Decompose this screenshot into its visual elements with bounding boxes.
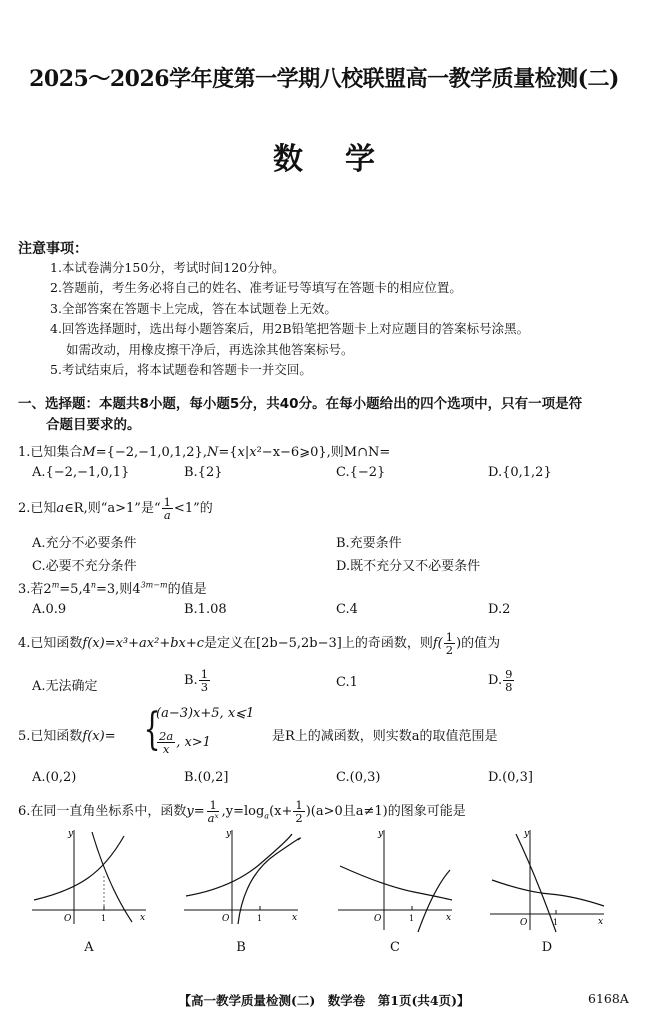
graph-d [486, 826, 608, 936]
q6-text: y= [186, 804, 205, 819]
q6-text: ,y=log [221, 804, 265, 819]
q5-piece-2 [156, 730, 211, 755]
y-label: y [68, 829, 74, 839]
q5-option-d: D.(0,3] [488, 770, 533, 785]
one-label: 1 [409, 914, 415, 923]
section-line: 合题目要求的。 [46, 417, 141, 433]
frac-den: 3 [200, 680, 209, 694]
q3-text: =5, [59, 582, 83, 597]
q2-text: ”的 [193, 501, 213, 516]
y-label: y [524, 829, 530, 839]
exam-title: 2025～2026学年度第一学期八校联盟高一教学质量检测(二) [29, 66, 619, 92]
origin-label: O [374, 914, 382, 924]
graph-label-d: D [541, 940, 553, 955]
question-3 [18, 578, 207, 597]
graph-label-a: A [84, 940, 94, 955]
origin-label: O [520, 918, 528, 928]
notice-item: 3.全部答案在答题卡上完成，答在本试题卷上无效。 [50, 300, 337, 316]
graph-c [334, 826, 456, 936]
q2-option-a: A.充分不必要条件 [32, 536, 137, 551]
q5-option-b: B.(0,2] [184, 770, 229, 785]
q2-text: ∈R,则“ [64, 501, 108, 516]
q5-brace: { [143, 704, 161, 755]
question-5-lead [18, 725, 116, 744]
curve-exp [492, 880, 604, 906]
frac-den: 2 [445, 643, 454, 657]
y-label: y [226, 829, 232, 839]
q1-var: N [206, 445, 219, 460]
question-5-tail: 是R上的减函数，则实数a的取值范围是 [272, 729, 498, 744]
one-label: 1 [553, 918, 559, 927]
curve-exp [340, 866, 452, 900]
y-label: y [378, 829, 384, 839]
q3-option-a: A.0.9 [32, 602, 67, 617]
section-heading [18, 394, 582, 436]
frac-num: 1 [209, 798, 217, 812]
q4-text: f( [432, 636, 443, 651]
q2-text: ”是“ [134, 501, 161, 516]
graph-a [28, 826, 150, 926]
q5-piece-1 [156, 706, 254, 721]
frac-den: x [162, 742, 170, 756]
q1-option-c: C.{−2} [336, 465, 386, 480]
q3-text: 2 [43, 582, 52, 597]
q5-option-c: C.(0,3) [336, 770, 381, 785]
x-label: x [598, 917, 604, 927]
subject-title: 数学 [273, 142, 417, 177]
q4-fraction [444, 631, 455, 656]
frac-num: 1 [445, 630, 454, 644]
q1-var: M [82, 445, 96, 460]
graph-b [180, 826, 302, 926]
x-label: x [446, 913, 452, 923]
q2-text: a>1 [107, 501, 135, 516]
frac-num: 1 [163, 495, 171, 509]
q2-fraction [162, 496, 173, 521]
q2-option-b: B.充要条件 [336, 536, 402, 551]
curve-log [238, 838, 300, 924]
q6-base: a [264, 811, 270, 821]
one-label: 1 [101, 914, 107, 923]
question-2 [18, 496, 213, 521]
frac-num: 2a [159, 729, 174, 743]
notice-item: 如需改动，用橡皮擦干净后，再选涂其他答案标号。 [66, 341, 354, 357]
frac-num: 1 [295, 798, 303, 812]
q1-option-d: D.{0,1,2} [488, 465, 552, 480]
q2-text: <1 [173, 501, 194, 516]
q2-option-c: C.必要不充分条件 [32, 559, 137, 574]
question-6 [18, 799, 466, 824]
frac-den: a [163, 508, 171, 522]
origin-label: O [64, 914, 72, 924]
q1-option-a: A.{−2,−1,0,1} [32, 465, 130, 480]
q3-text: 的值是 [167, 582, 207, 597]
q4-text: 4.已知函数 [18, 636, 83, 651]
q5-text: 5.已知函数 [18, 729, 83, 744]
x-label: x [292, 913, 298, 923]
q4-text: )的值为 [456, 636, 501, 651]
section-line: 一、选择题：本题共8小题，每小题5分，共40分。在每小题给出的四个选项中，只有一项是符 [18, 396, 583, 412]
q6-text: )(a>0且a≠1)的图象可能是 [305, 804, 466, 819]
notice-item: 2.答题前，考生务必将自己的姓名、准考证号等填写在答题卡的相应位置。 [50, 280, 462, 296]
q4-text: 是定义在[2b−5,2b−3]上的奇函数，则 [204, 636, 433, 651]
q1-text: 1.已知集合 [18, 445, 83, 460]
q6-text: (x+ [269, 804, 293, 819]
q4-option-c: C.1 [336, 675, 358, 690]
q3-option-c: C.4 [336, 602, 358, 617]
q5-func: f(x)= [82, 729, 116, 744]
frac-den: aˣ [207, 811, 219, 825]
frac-num: 1 [200, 667, 209, 681]
opt-label: D. [488, 673, 503, 688]
q1-text: ={−2,−1,0,1,2}, [95, 445, 207, 460]
q6-text: 6.在同一直角坐标系中，函数 [18, 804, 187, 819]
frac-num: 9 [505, 667, 513, 681]
curve-exp [186, 834, 292, 896]
q4-option-b [184, 668, 211, 693]
q4-func: f(x)=x³+ax²+bx+c [82, 636, 205, 651]
notice-item: 5.考试结束后，将本试题卷和答题卡一并交回。 [50, 362, 312, 378]
q1-text: | [244, 445, 250, 460]
q1-var: x [237, 445, 245, 460]
page-footer: 【高一教学质量检测(二) 数学卷 第1页(共4页)】 [178, 993, 470, 1008]
q2-text: 2.已知 [18, 501, 57, 516]
q4-option-a: A.无法确定 [32, 679, 98, 694]
frac-den: 8 [505, 680, 513, 694]
q1-text: ²−x−6⩾0} [256, 445, 327, 460]
x-label: x [140, 913, 146, 923]
q2-option-d: D.既不充分又不必要条件 [336, 559, 481, 574]
question-1 [18, 441, 390, 460]
q3-text: =3,则 [96, 582, 133, 597]
q5-option-a: A.(0,2) [32, 770, 77, 785]
paper-code: 6168A [588, 991, 629, 1006]
notice-list [18, 258, 529, 380]
q1-text: ,则M∩N= [326, 445, 391, 460]
q3-text: 3.若 [18, 582, 44, 597]
q3-exp: m [51, 580, 60, 590]
curve-exp [34, 836, 124, 900]
origin-label: O [222, 914, 230, 924]
q1-var: x [249, 445, 257, 460]
opt-label: B. [184, 673, 198, 688]
q5-piece: (a−3)x+5, x⩽1 [156, 706, 255, 721]
q3-text: 4 [132, 582, 141, 597]
curve-log [92, 832, 132, 922]
q2-var: a [56, 501, 65, 516]
q3-option-d: D.2 [488, 602, 511, 617]
frac-den: 2 [295, 811, 303, 825]
graph-label-c: C [390, 940, 400, 955]
q3-text: 4 [82, 582, 91, 597]
q3-exp: 3m−m [140, 580, 168, 590]
q3-option-b: B.1.08 [184, 602, 227, 617]
q1-option-b: B.{2} [184, 465, 223, 480]
q4-option-d [488, 668, 515, 693]
graph-label-b: B [236, 940, 246, 955]
notice-item: 4.回答选择题时，选出每小题答案后，用2B铅笔把答题卡上对应题目的答案标号涂黑。 [50, 321, 530, 337]
q1-text: ={ [218, 445, 238, 460]
one-label: 1 [257, 914, 263, 923]
q5-piece: , x>1 [176, 735, 211, 750]
notice-item: 1.本试卷满分150分，考试时间120分钟。 [50, 260, 285, 275]
q3-exp: n [90, 580, 97, 590]
notice-heading: 注意事项： [18, 241, 88, 257]
question-4 [18, 631, 500, 656]
